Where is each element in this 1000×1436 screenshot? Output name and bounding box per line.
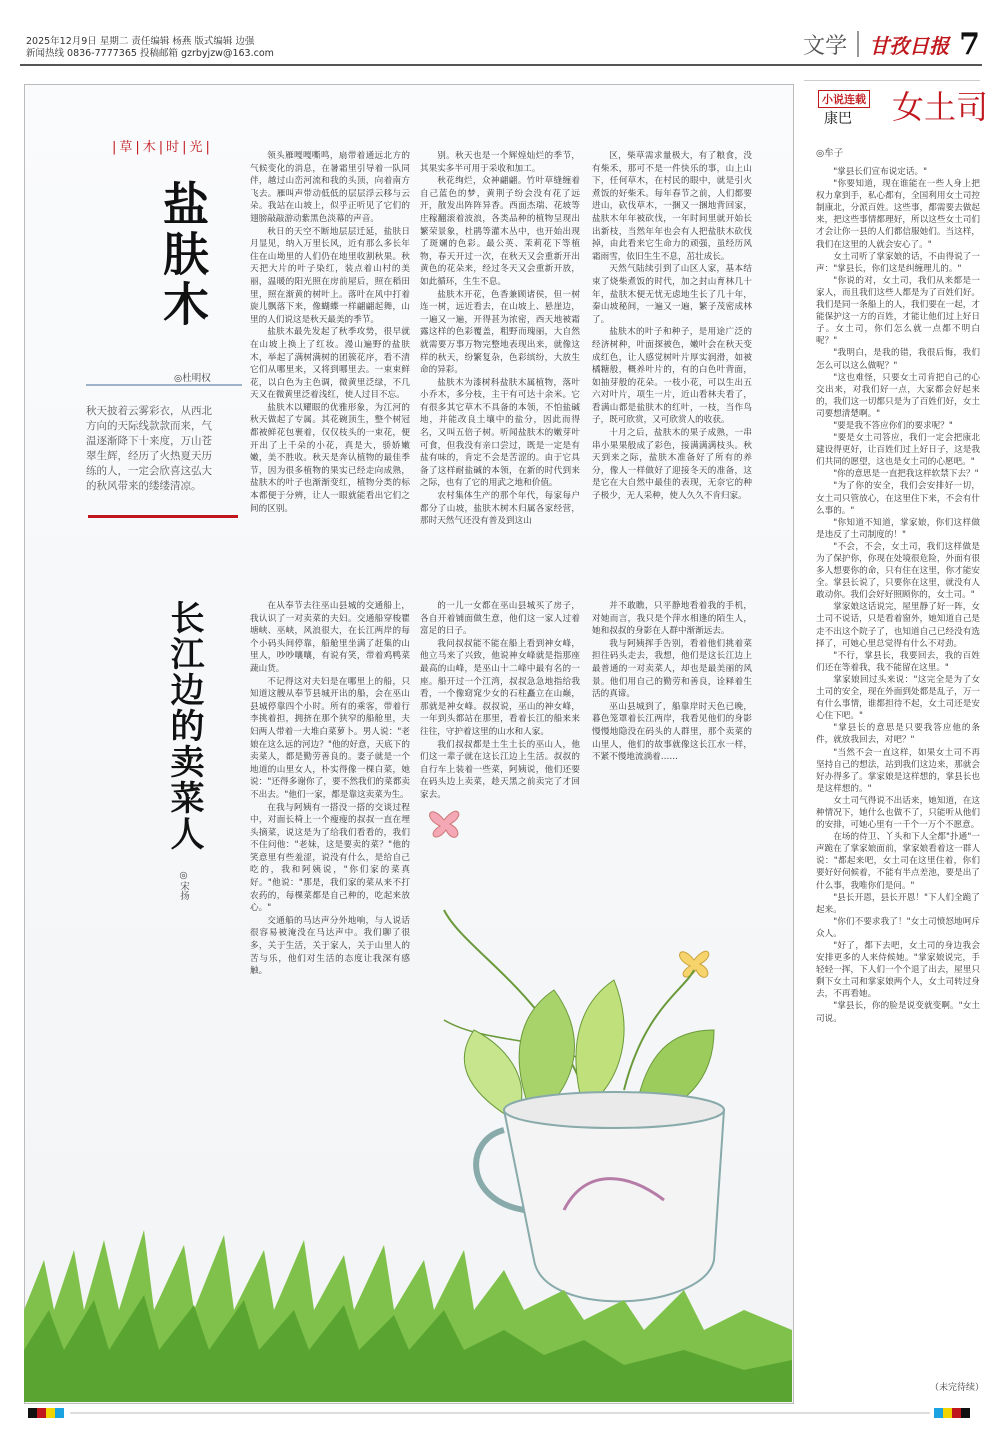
serial-top-rule xyxy=(804,80,980,81)
masthead-rule xyxy=(20,64,982,66)
article2-text-2 xyxy=(420,600,580,802)
butterfly-icon xyxy=(430,811,459,837)
serial-paragraph: "你要知道，现在谁能在一些人身上把权力拿到手，私心都有，全国利用女土司控制康北，分派百姓。这些事，都需要去做起来，把这些事情都理好，所以这些女土司们才会让你一县的人们都信服她们。当这样，我们在这里的人就会安心了。" xyxy=(816,179,980,250)
serial-badge: 小说连载 xyxy=(818,90,870,108)
serial-paragraph: "不会，不会，女土司，我们这样做是为了保护你，你现在处境很危险，外面有很多人想要你的命，只有住在这里，你才能安全。掌县长说了，只要你在这里，就没有人敢动你。我们会好好照顾你的，女土司。" xyxy=(816,541,980,601)
masthead-info xyxy=(26,36,274,60)
article1-column-2 xyxy=(420,150,580,570)
paragraph: 别。秋天也是一个辉煌灿烂的季节，其果实多半可用于采收和加工。 xyxy=(420,151,580,174)
to-be-continued: （未完待续） xyxy=(930,1383,985,1393)
masthead-right xyxy=(803,24,980,64)
serial-paragraph: 女土司气得说不出话来，她知道，在这种情况下，她什么也做不了，只能听从他们的安排，可她心里有一千个一万个不愿意。 xyxy=(816,795,980,831)
article1-text-1 xyxy=(250,150,410,515)
serial-author: 康巴 xyxy=(824,111,852,127)
section-name: 文学 xyxy=(803,33,848,59)
article1-title: 盐肤木 xyxy=(156,180,210,330)
article2-author: ◎宋扬 xyxy=(178,870,189,900)
issue-date-editors: 2025年12月9日 星期二 责任编辑 杨燕 版式编辑 边强 xyxy=(26,36,255,47)
paragraph: 巫山县城到了，船靠岸时天色已晚，暮色笼罩着长江两岸，我看见他们的身影慢慢地隐没在码头的人群里，那个卖菜的山里人，他们的故事就像这长江水一样，不紧不慢地流淌着…… xyxy=(592,701,752,763)
article1-rule xyxy=(86,384,242,386)
paragraph: 天然气陆续引到了山区人家，基本结束了烧柴煮饭的时代，加之封山育林几十年，盐肤木便无忧无虑地生长了几十年，秦山坡秘间，一遍又一遍，繁子茂密成林了。 xyxy=(592,264,752,325)
article1-column-3 xyxy=(592,150,752,570)
paragraph: 区，柴草需求量极大，有了粮食，没有柴禾，那可不是一件快乐的事，山上山下，任何草木，在村民的眼中，就是引火煮饭的好柴禾。每年春节之前，人们都要进山，砍伐草木，一捆又一捆地背回家，盐肤木年年被砍伐，一年时间里就开始长出新枝，当然年年也会有人把盐肤木砍伐掉，由此看来它生命力的顽强，虽经历风霜雨雪，依旧生生不息，茁壮成长。 xyxy=(592,151,752,262)
serial-paragraph: "你说的对，女土司，我们从来都是一家人，而且我们这些人都是为了百姓们好。我们是同一条船上的人，我们要在一起，才能保护这一方的百姓，才能让他们过上好日子。女土司，你们怎么就一点都不明白呢？" xyxy=(816,275,980,347)
paragraph: 秋日的天空不断地层层迁延，盐肤日月显见，纳入万里长风，近有那么多长年住在山坳里的人们仍在地里收割秋果。秋天把大片的叶子染红，装点着山村的美丽，温暖的阳光照在房前屋后，照在稻田里，照在渐黄的树叶上。落叶在风中打着旋儿飘落下来，像蝴蝶一样翩翩起舞，山里的人们说这是秋天最美的季节。 xyxy=(250,226,410,325)
paragraph: 秋花绚烂，众神翩翩。竹叶草缝缠着自己蓝色的梦，黄荆子纷会没有花了远开，散发出阵阵异香。西面杰瑞、花坡等庄稼翻滚着波浪，各类品种的植物呈现出繁荣景象，杜鹃等灌木丛中，也开始出现了斑斓的色彩。最公英、茉莉花下等植物，春天开过一次，在秋天又会重新开出黄色的花朵来，经过冬天又会重新开放，如此循环，生生不息。 xyxy=(420,176,580,287)
serial-paragraph: "掌县长的意思是只要我答应他的条件，就放我回去，对吧？" xyxy=(816,723,980,746)
page-number: 7 xyxy=(959,26,980,62)
column-label: |草|木|时|光| xyxy=(112,140,213,155)
serial-paragraph: "要是女土司答应，我们一定会把康北建设得更好，让百姓们过上好日子，这是我们共同的愿望，这也是女土司的心愿吧。" xyxy=(816,433,980,468)
serial-paragraph: 女土司听了掌家娘的话，不由得说了一声："掌县长，你们这是纠缠理儿的。" xyxy=(816,251,980,274)
paragraph: 并不敢瞧，只平静地看着我的手机，对她而言，我只是个萍水相逢的陌生人，她和叔叔的身影在人群中渐渐远去。 xyxy=(592,601,752,637)
paragraph: 十月之后，盐肤木的果子成熟，一串串小果果般成了彩色，接满满满枝头。秋天到来之际，盐肤木准备好了所有的养分，像人一样做好了迎接冬天的准备，这是它在大自然中最佳的表现，无奈它的种子极少，无人采种，使人久久不肯归家。 xyxy=(592,428,752,502)
serial-paragraph: "当然不会一直这样，如果女土司不再坚持自己的想法，站到我们这边来，那就会好办得多了。掌家娘是这样想的，掌县长也是这样想的。" xyxy=(816,747,980,794)
plant-pot-illustration xyxy=(24,790,792,1402)
serial-paragraph: "县长开恩，县长开恩！"下人们全跪了起来。 xyxy=(816,892,980,915)
paragraph: 交通船的马达声分外地响，与人说话很容易被淹没在马达声中。我们聊了很多，关于生活，关于家人，关于山里人的苦与乐，他们对生活的态度让我深有感触。 xyxy=(250,915,410,977)
paragraph: 盐肤木以耀眼的优雅形象，为江河的秋天做起了专属。其花碗顶生，整个树冠都被鲜花包裹着，仅仅枝头的一束花，便开出了上千朵的小花，真是大，骄娇嫩嫩，美不胜收。秋天是奔认植物的最佳季节，因为很多植物的果实已经走向成熟，盐肤木的叶子也渐渐变红，植物分类的标本都便于分辨，让人一眼就能看出它们之间的区别。 xyxy=(250,402,410,514)
article1-red-bar xyxy=(88,515,238,518)
color-bar-right xyxy=(934,1408,970,1418)
serial-paragraph: "好了，都下去吧，女土司的身边我会安排更多的人来侍候她。"掌家娘说完，手轻轻一挥，下人们一个个退了出去，屋里只剩下女土司和掌家娘两个人，女土司转过身去，不再看她。 xyxy=(816,941,980,1000)
serial-paragraph: 在场的侍卫、丫头和下人全都"扑通"一声跪在了掌家娘面前，掌家娘看着这一群人说："都起来吧，女土司在这里住着，你们要好好伺候着，不能有半点差池，要是出了什么事，我唯你们是问。" xyxy=(816,832,980,891)
paragraph: 的一儿一女都在巫山县城买了房子，各自开着铺面做生意，他们这一家人过着富足的日子。 xyxy=(420,601,580,637)
article2-text-3 xyxy=(592,600,752,764)
paragraph: 在从奉节去往巫山县城的交通船上，我认识了一对卖菜的夫妇。交通船穿梭瞿塘峡、巫峡，风浪很大，在长江两岸的每个小码头间停靠，船舱里坐满了赶集的山里人，吵吵嚷嚷，有说有笑，带着鸡鸭菜蔬山货。 xyxy=(250,601,410,674)
serial-body xyxy=(816,166,980,1416)
paper-logo: 甘孜日报 xyxy=(869,33,950,58)
article2-title: 长江边的卖菜人 xyxy=(164,600,204,852)
paragraph: 盐肤木为漆树科盐肤木属植物，落叶小乔木，多分枝，主干有可达十余米。它有很多其它草木不具备的本领，不怕盐碱地，并能改良土壤中的盐分，因此而得名，又叫五倍子树。听闻盐肤木的嫩芽叶可食，但我没有亲口尝过，既是一定是有盐有味的，肯定不会是苦涩的。由于它具备了这样耐盐碱的本领，在新的时代到来之际，也有了它的用武之地和价值。 xyxy=(420,377,580,489)
paragraph: 农村集体生产的那个年代，每家每户都分了山坡，盐肤木树木归属各家经营，那时天然气还没有普及到这山 xyxy=(420,491,580,527)
paragraph: 我问叔叔能不能在船上看到神女峰，他立马来了兴致，他说神女峰就是指那座最高的山峰，是巫山十二峰中最有名的一座。船开过一个江湾，叔叔急急地指给我看，一个像窈窕少女的石柱矗立在山巅，那就是神女峰。叔叔说，巫山的神女峰，一年到头都站在那里，看着长江的船来来往往，守护着这里的山水和人家。 xyxy=(420,638,580,737)
color-bar-left xyxy=(28,1408,64,1418)
article1-column-1 xyxy=(250,150,410,570)
serial-paragraph: 掌家娘这话说完，屋里静了好一阵，女土司不说话，只是看着窗外，她知道自己是走不出这个院子了，也知道自己已经没有选择了，可她心里总觉得有什么不对劲。 xyxy=(816,602,980,649)
paragraph: 我与阿姨挥手告别，看着他们挑着菜担往码头走去，我想，他们是这长江边上最普通的一对卖菜人，却也是最美丽的风景。他们用自己的勤劳和善良，诠释着生活的真谛。 xyxy=(592,638,752,700)
article1-text-3 xyxy=(592,150,752,503)
paragraph: 盐肤木的叶子和种子，是用途广泛的经济树种，叶面探被色，嫩叶会在秋天变成红色，让人感觉树叶片厚实润滑，如被橘糖般，概养叶片的，有的白色叶背面，如抽芽般的花朵。一枝小花，可以生出五六对叶片，项生一片，近山看林夫看了，看满山都是盐肤木的红叶，一枝，当作鸟子，既可欣赏，又可欣赏人的收获。 xyxy=(592,327,752,426)
paragraph: 领头雁嘎嘎嘶鸣，扇带着通远北方的气候变化的消息，在暑霜里引导着一队同伴，越过山峦河流和我的头顶，向着南方飞去。雁叫声带动低低的层层浮云移与云朵。我站在山坡上，似乎正听见了它们的翅膀敲敲游动紫黑色淡幕的声音。 xyxy=(250,151,410,224)
paragraph: 不记得这对夫妇是在哪里上的船，只知道这艘从奉节县城开出的船，会在巫山县城停靠四个小时。所有的乘客，带着行李挑着担，拥挤在那个狭窄的船舱里，夫妇两人带着一大堆白菜萝卜。男人说："老娘在这么远的河边？"他的好意，天底下的卖菜人，都是勤劳善良的。妻子就是一个地道的山里女人，朴实得像一棵白菜，她说："还得多谢你了，要不然我们的菜都卖不出去。"他们一家，都是靠这卖菜为生。 xyxy=(250,676,410,800)
serial-paragraph: 掌家娘回过头来说："这完全是为了女土司的安全，现在外面到处都是乱子，万一有什么事情，谁都担待不起，女土司还是安心住下吧。" xyxy=(816,674,980,722)
serial-paragraph: "要是我不答应你们的要求呢？" xyxy=(833,420,953,431)
paragraph: 我们叔叔都是土生土长的巫山人，他们这一辈子就在这长江边上生活。叔叔的自行车上装着一些菜，阿姨说，他们还要在码头边上卖菜，趁天黑之前卖完了才回家去。 xyxy=(420,739,580,800)
paragraph: 盐肤木开花，色香兼顾诸侯，但一树连一树，远近看去，在山坡上、悬崖边，一遍又一遍，开得甚为浓密，西天地被霜露这样的色彩覆盖，粗野而瑰丽，大自然就需要万事万物完整地表现出来，就像这样的秋天，纷繁复杂，色彩缤纷，大放生命的异彩。 xyxy=(420,289,580,376)
serial-byline: ◎牟子 xyxy=(816,148,844,159)
article1-summary: 秋天披着云雾彩衣，从西北方向的天际线款款而来，气温逐渐降下十来度，万山苍翠生辉，经历了火热夏天历练的人，一定会欣喜这弘大的秋风带来的缕缕清凉。 xyxy=(86,405,212,492)
butterfly-icon xyxy=(680,951,709,977)
serial-paragraph: "你们不要求我了！"女土司愤怒地呵斥众人。 xyxy=(816,916,980,939)
article1-author: ◎杜明权 xyxy=(174,373,211,384)
serial-paragraph: "我明白，是我的错，我很后悔，我们怎么可以这么做呢？" xyxy=(816,348,980,371)
serial-paragraph: "掌县长，你的脸是说变就变啊。"女土司说。 xyxy=(816,1001,980,1024)
serial-paragraph: "掌县长们宣布说定话。" xyxy=(833,167,928,177)
serial-paragraph: "你知道不知道，掌家娘，你们这样做是违反了土司制度的！" xyxy=(816,517,980,540)
paragraph: 在我与阿姨有一搭没一搭的交谈过程中，对面长椅上一个瘦瘦的叔叔一直在埋头摘菜，说这是为了给我们看看的，我们不住问他："老妹，这是要卖的菜？"他的笑意里有些羞涩，说没有什么，是给自己吃的，我和阿姨说，"你们家的菜真好。"他说："那是，我们家的菜从来不打农药的，每棵菜都是自己种的，吃起来放心。" xyxy=(250,802,410,914)
bottom-rule xyxy=(70,1412,930,1414)
masthead-divider xyxy=(857,31,859,57)
serial-paragraph: "为了你的安全，我们会安排好一切，女土司只管放心，在这里住下来，不会有什么事的。" xyxy=(816,481,980,516)
serial-paragraph: "不行，掌县长，我要回去，我的百姓们还在等着我，我不能留在这里。" xyxy=(816,650,980,673)
news-hotline: 新闻热线 0836-7777365 投稿邮箱 gzrbyjzw@163.com xyxy=(26,48,274,59)
article1-text-2 xyxy=(420,150,580,528)
serial-paragraph: "你的意思是一直把我这样软禁下去？" xyxy=(833,469,979,480)
serial-paragraph: "这也难怪，只要女土司肯把自己的心交出来，对我们好一点，大家都会好起来的，我们这一切都只是为了百姓们好，女土司要想清楚啊。" xyxy=(816,372,980,419)
paragraph: 盐肤木最先发起了秋季攻势，很早就在山坡上换上了红妆。漫山遍野的盐肤木，举起了满树满树的团簇花序，看不清它们从哪里来，又将到哪里去。一束束鲜花，以白色为主色调，微黄里泛绿，不几天又在微黄里泛着浅红，使人过目不忘。 xyxy=(250,327,410,401)
serial-title: 女土司 xyxy=(892,88,989,126)
